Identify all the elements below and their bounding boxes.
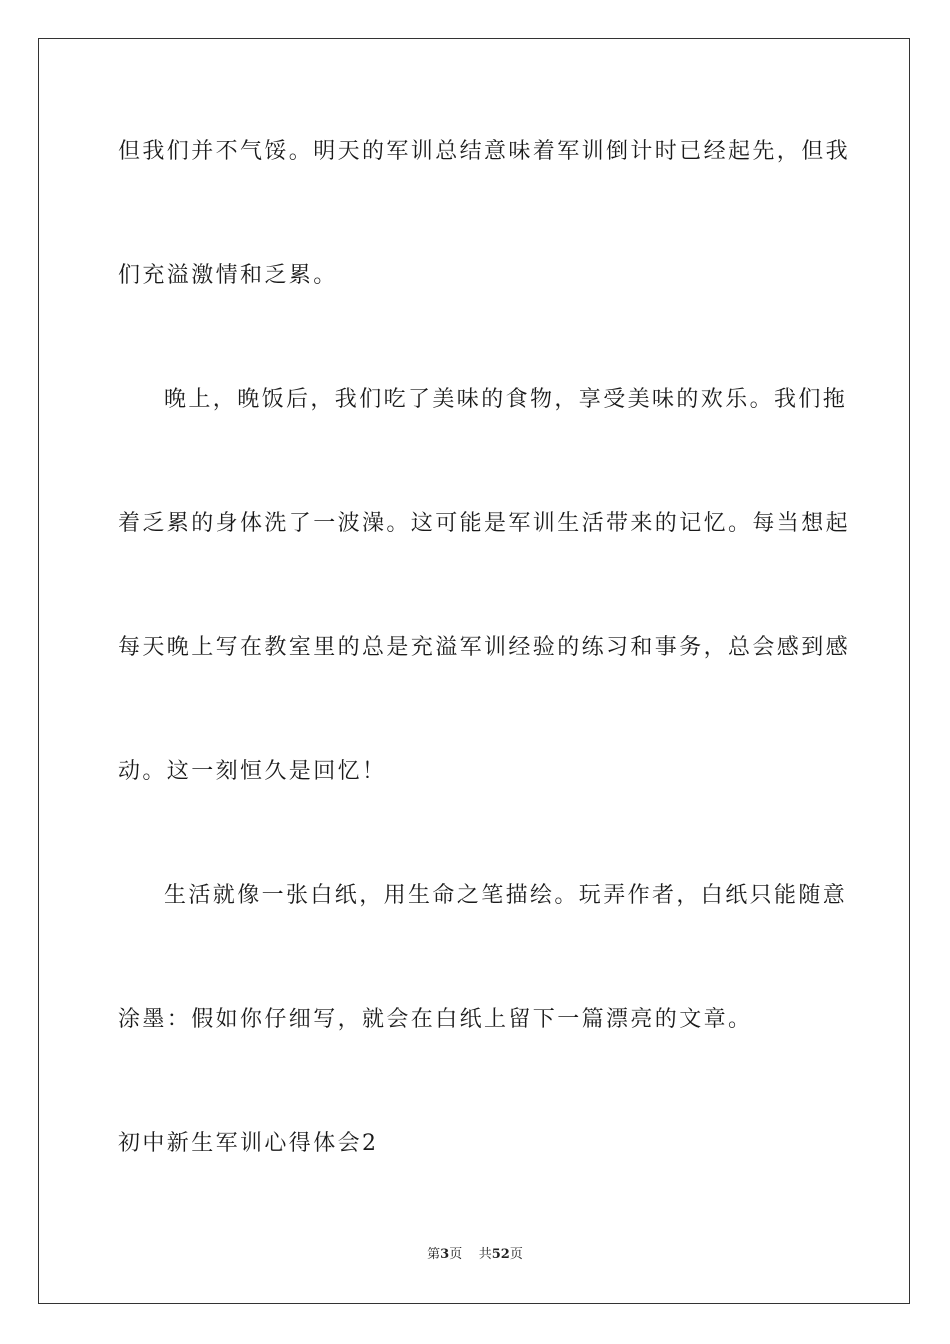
- page-number: 3: [440, 1247, 450, 1262]
- paragraph-line-8: 涂墨：假如你仔细写，就会在白纸上留下一篇漂亮的文章。: [118, 1007, 753, 1032]
- page-footer: [0, 1246, 950, 1264]
- paragraph-line-5: 每天晚上写在教室里的总是充溢军训经验的练习和事务，总会感到感: [118, 635, 851, 660]
- paragraph-line-1: 但我们并不气馁。明天的军训总结意味着军训倒计时已经起先，但我: [118, 139, 851, 164]
- paragraph-line-6: 动。这一刻恒久是回忆！: [118, 759, 387, 784]
- page-frame: [38, 38, 910, 1304]
- paragraph-line-3: 晚上，晚饭后，我们吃了美味的食物，享受美味的欢乐。我们拖: [164, 387, 848, 412]
- total-suffix: 页: [509, 1247, 523, 1262]
- paragraph-line-2: 们充溢激情和乏累。: [118, 263, 338, 288]
- total-pages: 52: [491, 1247, 510, 1262]
- paragraph-line-7: 生活就像一张白纸，用生命之笔描绘。玩弄作者，白纸只能随意: [164, 883, 848, 908]
- paragraph-line-4: 着乏累的身体洗了一波澡。这可能是军训生活带来的记忆。每当想起: [118, 511, 851, 536]
- total-prefix: 共: [478, 1247, 492, 1262]
- section-heading: 初中新生军训心得体会2: [118, 1131, 379, 1156]
- page-prefix: 第: [427, 1247, 441, 1262]
- page-suffix: 页: [449, 1247, 463, 1262]
